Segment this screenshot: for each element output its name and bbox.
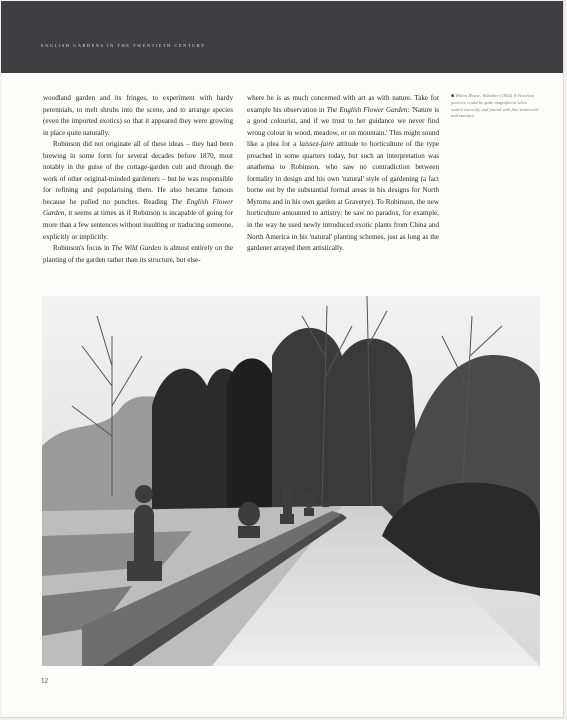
page-number: 12: [41, 677, 48, 685]
garden-photo-illustration: [42, 296, 540, 666]
running-head: ENGLISH GARDENS IN THE TWENTIETH CENTURY: [41, 43, 206, 48]
caption-bullet-icon: ■: [451, 94, 455, 99]
paragraph: [43, 243, 233, 266]
text-run: Robinson did not originate all of these ideas – they had been brewing in some form for several decades before 1870, most notably in the guise of the cottage-garden cult and through the work of other original-minded gardeners – but he was responsible for refining and popularising them. He also became famous because he pulled no punches. Reading: [43, 140, 233, 206]
text-run: attitude to horticulture of the type preached in some quarters today, but such an interpretation was anathema to Robinson, who saw no contradiction between formality in design and his own 'natural' style of gardening (a fact borne out by the substantial formal areas in his designs for North Mymms and in his own garden at Gravetye). To Robinson, the new horticulture amounted to artistry: he saw no paradox, for example, in the way he used newly introduced exotic plants from China and North America in his 'natural' planting schemes, just as long as the gardener arrayed them artistically.: [247, 140, 439, 253]
text-run: Robinson's focus in: [53, 244, 112, 253]
text-run: : 'Nature is a good colourist, and if we trust to her guidance we never find wrong colour in wood, meadow, or on mountain.' This might sound like a plea for a: [247, 105, 440, 149]
italic-term: laissez-faire: [299, 140, 334, 149]
header-band: [1, 1, 563, 73]
text-run: is almost entirely on the planting of the garden rather than its structure, but else-: [43, 244, 233, 264]
garden-photograph: [42, 296, 540, 666]
book-title: The Wild Garden: [111, 244, 162, 253]
caption-title: Wilton House, Wiltshire (1904): [455, 93, 513, 98]
book-title: The English Flower Garden,: [43, 197, 233, 218]
paragraph: [247, 93, 439, 255]
text-column-left: [43, 93, 233, 266]
text-run: where he is as much concerned with art as with nature. Take for example his observation in: [247, 94, 439, 114]
text-column-right: [247, 93, 439, 255]
paragraph: woodland garden and its fringes, to experiment with hardy perennials, to melt shrubs into the scene, and to arrange species (even the imported exotics) so that it appeared they were growing in place quite naturally.: [43, 94, 233, 137]
photo-caption: [451, 93, 539, 120]
book-title: The English Flower Garden: [326, 105, 408, 114]
caption-text: A Victorian parterre could be quite magnificent when scaled correctly and paired with fine stonework and statuary.: [451, 93, 539, 119]
paragraph: [43, 139, 233, 243]
book-page: [1, 1, 564, 718]
text-run: it seems at times as if Robinson is incapable of going for more than a few sentences without insulting or traducing someone, explicitly or implicitly.: [43, 209, 233, 241]
